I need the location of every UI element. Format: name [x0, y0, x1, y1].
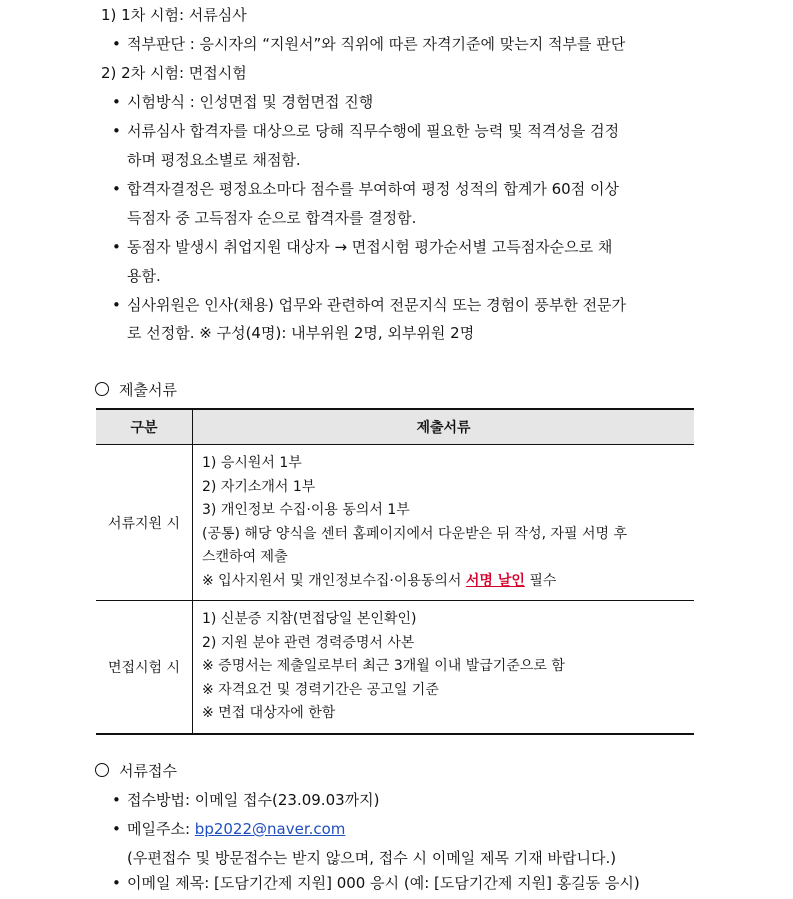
circle-icon: [95, 382, 109, 396]
receipt-mail-note: (우편접수 및 방문접수는 받지 않으며, 접수 시 이메일 제목 기재 바랍니다.): [127, 849, 617, 867]
stage2-bullet-3-cont: 득점자 중 고득점자 순으로 합격자를 결정함.: [127, 209, 417, 227]
documents-table: [96, 408, 694, 735]
docs-section-heading: 제출서류: [95, 379, 177, 401]
stage2-bullet-2-cont: 하며 평정요소별로 채점함.: [127, 151, 301, 169]
stage2-bullet-3: • 합격자결정은 평정요소마다 점수를 부여하여 평정 성적의 합계가 60점 이상: [112, 180, 619, 198]
row-label-interview: 면접시험 시: [96, 601, 193, 734]
receipt-method: • 접수방법: 이메일 접수(23.09.03까지): [112, 791, 380, 809]
bullet-icon: •: [112, 180, 121, 198]
row-content-interview: 1) 신분증 지참(면접당일 본인확인) 2) 지원 분야 관련 경력증명서 사본 ※ 증명서는 제출일로부터 최근 3개월 이내 발급기준으로 함 ※ 자격요건 및 경력기간은 공고일 기준 ※ 면접 대상자에 한함: [193, 601, 695, 734]
receipt-section-heading: 서류접수: [95, 760, 177, 782]
bullet-icon: •: [112, 874, 121, 892]
stage1-bullet: • 적부판단 : 응시자의 “지원서”와 직위에 따른 자격기준에 맞는지 적부를 판단: [112, 35, 626, 53]
stage2-bullet-4: • 동점자 발생시 취업지원 대상자 → 면접시험 평가순서별 고득점자순으로 채: [112, 238, 613, 256]
bullet-icon: •: [112, 93, 121, 111]
signature-required-emphasis: 서명 날인: [465, 572, 525, 589]
header-category: 구분: [96, 409, 193, 445]
bullet-icon: •: [112, 791, 121, 809]
bullet-icon: •: [112, 820, 121, 838]
bullet-icon: •: [112, 35, 121, 53]
circle-icon: [95, 763, 109, 777]
receipt-mail: • 메일주소: bp2022@naver.com: [112, 820, 346, 838]
stage1-title: 1) 1차 시험: 서류심사: [101, 6, 247, 24]
row-content-application: 1) 응시원서 1부 2) 자기소개서 1부 3) 개인정보 수집·이용 동의서 1부 (공통) 해당 양식을 센터 홈페이지에서 다운받은 뒤 작성, 자필 서명 후 스캔하여 제출 ※ 입사지원서 및 개인정보수집·이용동의서 서명 날인 필수: [193, 445, 695, 601]
table-row: [96, 601, 694, 734]
stage2-title: 2) 2차 시험: 면접시험: [101, 64, 247, 82]
receipt-subject: • 이메일 제목: [도담기간제 지원] 000 응시 (예: [도담기간제 지원] 홍길동 응시): [112, 874, 640, 892]
table-row: [96, 445, 694, 601]
stage2-bullet-5: • 심사위원은 인사(채용) 업무와 관련하여 전문지식 또는 경험이 풍부한 전문가: [112, 296, 627, 314]
stage2-bullet-4-cont: 용함.: [127, 267, 161, 285]
bullet-icon: •: [112, 122, 121, 140]
stage2-bullet-5-cont: 로 선정함. ※ 구성(4명): 내부위원 2명, 외부위원 2명: [127, 324, 475, 342]
stage2-bullet-2: • 서류심사 합격자를 대상으로 당해 직무수행에 필요한 능력 및 적격성을 검정: [112, 122, 620, 140]
email-link[interactable]: bp2022@naver.com: [194, 820, 346, 838]
header-documents: 제출서류: [193, 409, 695, 445]
stage2-bullet-1: • 시험방식 : 인성면접 및 경험면접 진행: [112, 93, 374, 111]
bullet-icon: •: [112, 238, 121, 256]
bullet-icon: •: [112, 296, 121, 314]
table-header-row: [96, 409, 694, 445]
row-label-application: 서류지원 시: [96, 445, 193, 601]
